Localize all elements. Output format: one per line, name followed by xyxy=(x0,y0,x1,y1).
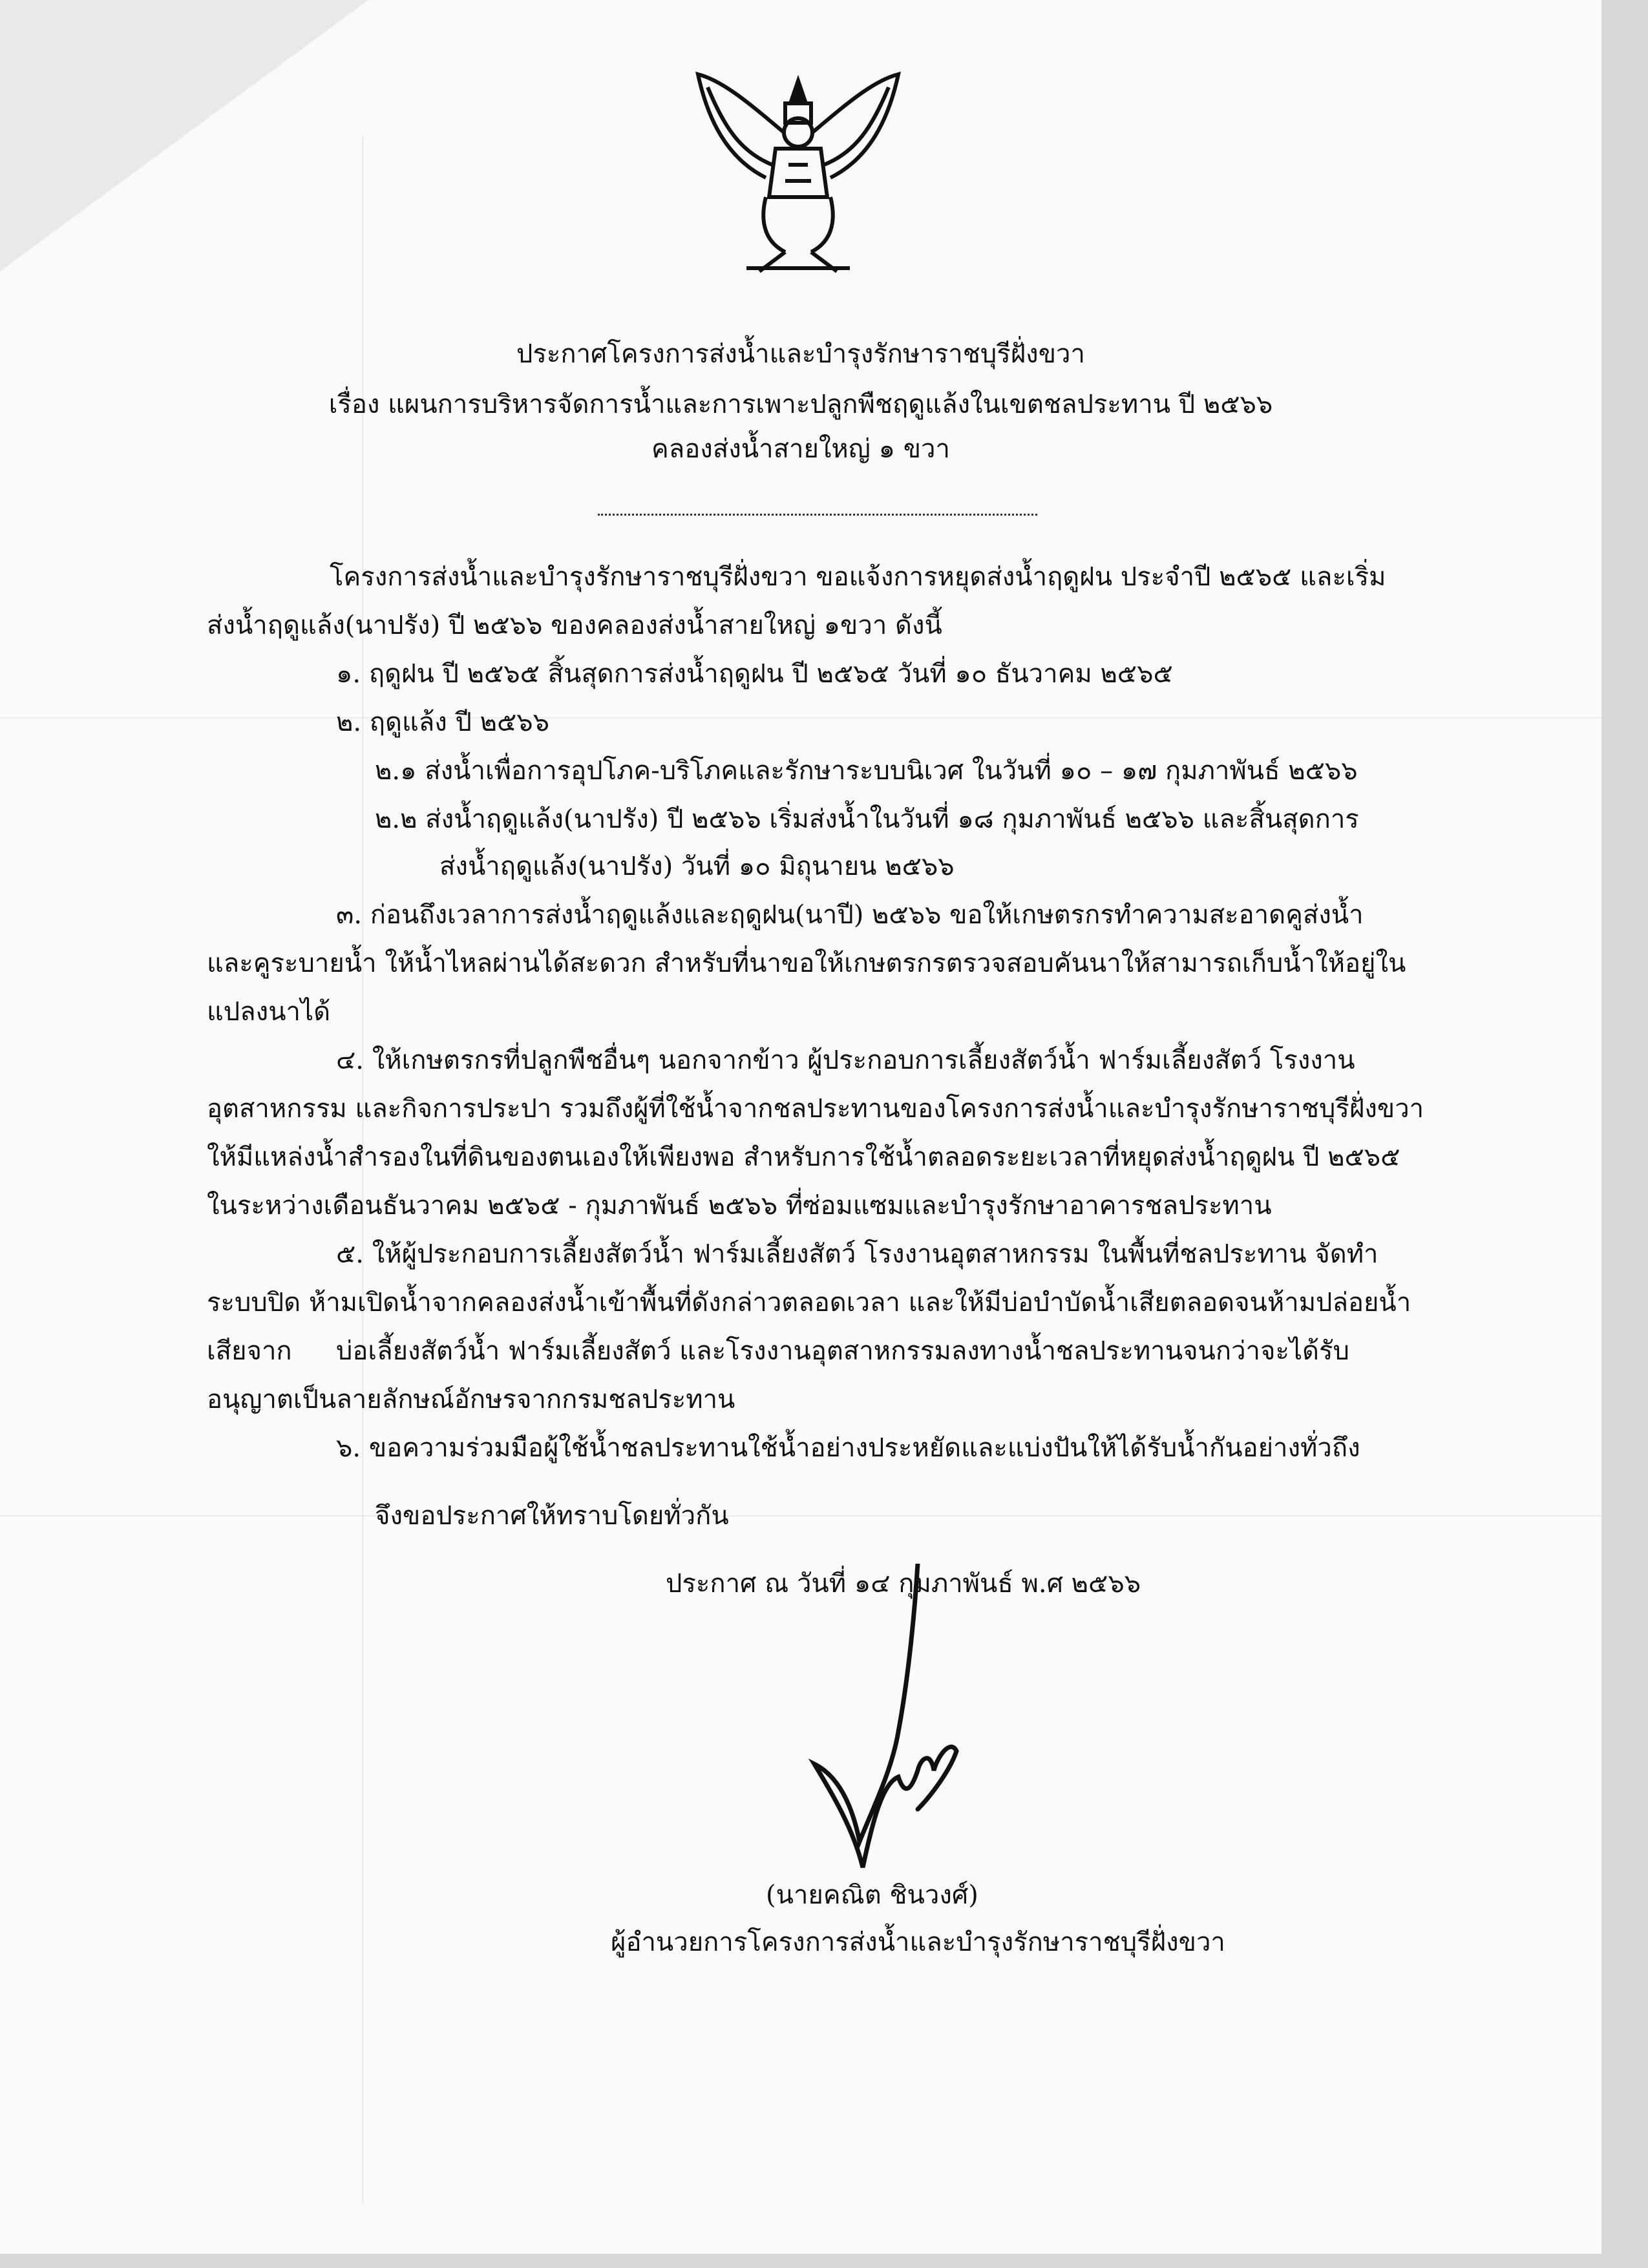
signer-title: ผู้อำนวยการโครงการส่งน้ำและบำรุงรักษาราชบุรีฝั่งขวา xyxy=(611,1927,1225,1957)
item-3: ๓. ก่อนถึงเวลาการส่งน้ำฤดูแล้งและฤดูฝน(นาปี) ๒๕๖๖ ขอให้เกษตรกรทำความสะอาดคูส่งน้ำ xyxy=(336,900,1364,930)
item-3-continued: และคูระบายน้ำ ให้น้ำไหลผ่านได้สะดวก สำหรับที่นาขอให้เกษตรกรตรวจสอบคันนาให้สามารถเก็บน้ำให้อยู่ใน xyxy=(207,949,1406,978)
garuda-emblem-icon xyxy=(688,68,908,281)
fold-crease xyxy=(0,1515,1601,1517)
announcement-date: ประกาศ ณ วันที่ ๑๔ กุมภาพันธ์ พ.ศ ๒๕๖๖ xyxy=(666,1569,1141,1599)
item-2: ๒. ฤดูแล้ง ปี ๒๕๖๖ xyxy=(336,708,550,737)
item-5-continued: บ่อเลี้ยงสัตว์น้ำ ฟาร์มเลี้ยงสัตว์ และโรงงานอุตสาหกรรมลงทางน้ำชลประทานจนกว่าจะได้รับ xyxy=(336,1336,1349,1366)
fold-crease xyxy=(0,717,1601,719)
item-4: ๔. ให้เกษตรกรที่ปลูกพืชอื่นๆ นอกจากข้าว ผู้ประกอบการเลี้ยงสัตว์น้ำ ฟาร์มเลี้ยงสัตว์ โรงงาน xyxy=(336,1045,1355,1075)
announcement-subject: เรื่อง แผนการบริหารจัดการน้ำและการเพาะปลูกพืชฤดูแล้งในเขตชลประทาน ปี ๒๕๖๖ xyxy=(328,390,1273,419)
folded-corner xyxy=(0,0,368,271)
announcement-title: ประกาศโครงการส่งน้ำและบำรุงรักษาราชบุรีฝั่งขวา xyxy=(516,339,1085,369)
handwritten-signature xyxy=(801,1564,995,1913)
item-1: ๑. ฤดูฝน ปี ๒๕๖๕ สิ้นสุดการส่งน้ำฤดูฝน ปี ๒๕๖๕ วันที่ ๑๐ ธันวาคม ๒๕๖๕ xyxy=(336,659,1173,689)
item-4-continued: ให้มีแหล่งน้ำสำรองในที่ดินของตนเองให้เพียงพอ สำหรับการใช้น้ำตลอดระยะเวลาที่หยุดส่งน้ำฤดูฝน ปี ๒๕๖๕ xyxy=(207,1142,1400,1172)
signer-name: (นายคณิต ชินวงศ์) xyxy=(766,1880,978,1910)
separator-dotted-line xyxy=(598,514,1037,516)
item-3-continued: แปลงนาได้ xyxy=(207,997,331,1027)
item-2-1: ๒.๑ ส่งน้ำเพื่อการอุปโภค-บริโภคและรักษาระบบนิเวศ ในวันที่ ๑๐ – ๑๗ กุมภาพันธ์ ๒๕๖๖ xyxy=(375,756,1358,786)
item-5-continued: ระบบปิด ห้ามเปิดน้ำจากคลองส่งน้ำเข้าพื้นที่ดังกล่าวตลอดเวลา และให้มีบ่อบำบัดน้ำเสียตลอดจนห้ามปล่อยน้ำ xyxy=(207,1288,1411,1318)
closing-line: จึงขอประกาศให้ทราบโดยทั่วกัน xyxy=(375,1501,729,1531)
item-5-continued-lead: เสียจาก xyxy=(207,1336,292,1366)
item-4-continued: อุตสาหกรรม และกิจการประปา รวมถึงผู้ที่ใช้น้ำจากชลประทานของโครงการส่งน้ำและบำรุงรักษาราชบุรีฝั่งขวา xyxy=(207,1094,1424,1124)
intro-paragraph-line: โครงการส่งน้ำและบำรุงรักษาราชบุรีฝั่งขวา ขอแจ้งการหยุดส่งน้ำฤดูฝน ประจำปี ๒๕๖๕ และเริ่ม xyxy=(330,562,1386,592)
item-2-2: ๒.๒ ส่งน้ำฤดูแล้ง(นาปรัง) ปี ๒๕๖๖ เริ่มส่งน้ำในวันที่ ๑๘ กุมภาพันธ์ ๒๕๖๖ และสิ้นสุดการ xyxy=(375,804,1359,834)
item-2-2-continued: ส่งน้ำฤดูแล้ง(นาปรัง) วันที่ ๑๐ มิถุนายน ๒๕๖๖ xyxy=(439,852,955,881)
item-4-continued: ในระหว่างเดือนธันวาคม ๒๕๖๕ - กุมภาพันธ์ ๒๕๖๖ ที่ซ่อมแซมและบำรุงรักษาอาคารชลประทาน xyxy=(207,1191,1272,1221)
announcement-canal: คลองส่งน้ำสายใหญ่ ๑ ขวา xyxy=(651,434,950,464)
item-5: ๕. ให้ผู้ประกอบการเลี้ยงสัตว์น้ำ ฟาร์มเลี้ยงสัตว์ โรงงานอุตสาหกรรม ในพื้นที่ชลประทาน จัดทำ xyxy=(336,1239,1379,1269)
intro-paragraph-line: ส่งน้ำฤดูแล้ง(นาปรัง) ปี ๒๕๖๖ ของคลองส่งน้ำสายใหญ่ ๑ขวา ดังนี้ xyxy=(207,611,942,640)
item-5-continued: อนุญาตเป็นลายลักษณ์อักษรจากกรมชลประทาน xyxy=(207,1385,735,1414)
item-6: ๖. ขอความร่วมมือผู้ใช้น้ำชลประทานใช้น้ำอย่างประหยัดและแบ่งปันให้ได้รับน้ำกันอย่างทั่วถึง xyxy=(336,1433,1360,1463)
